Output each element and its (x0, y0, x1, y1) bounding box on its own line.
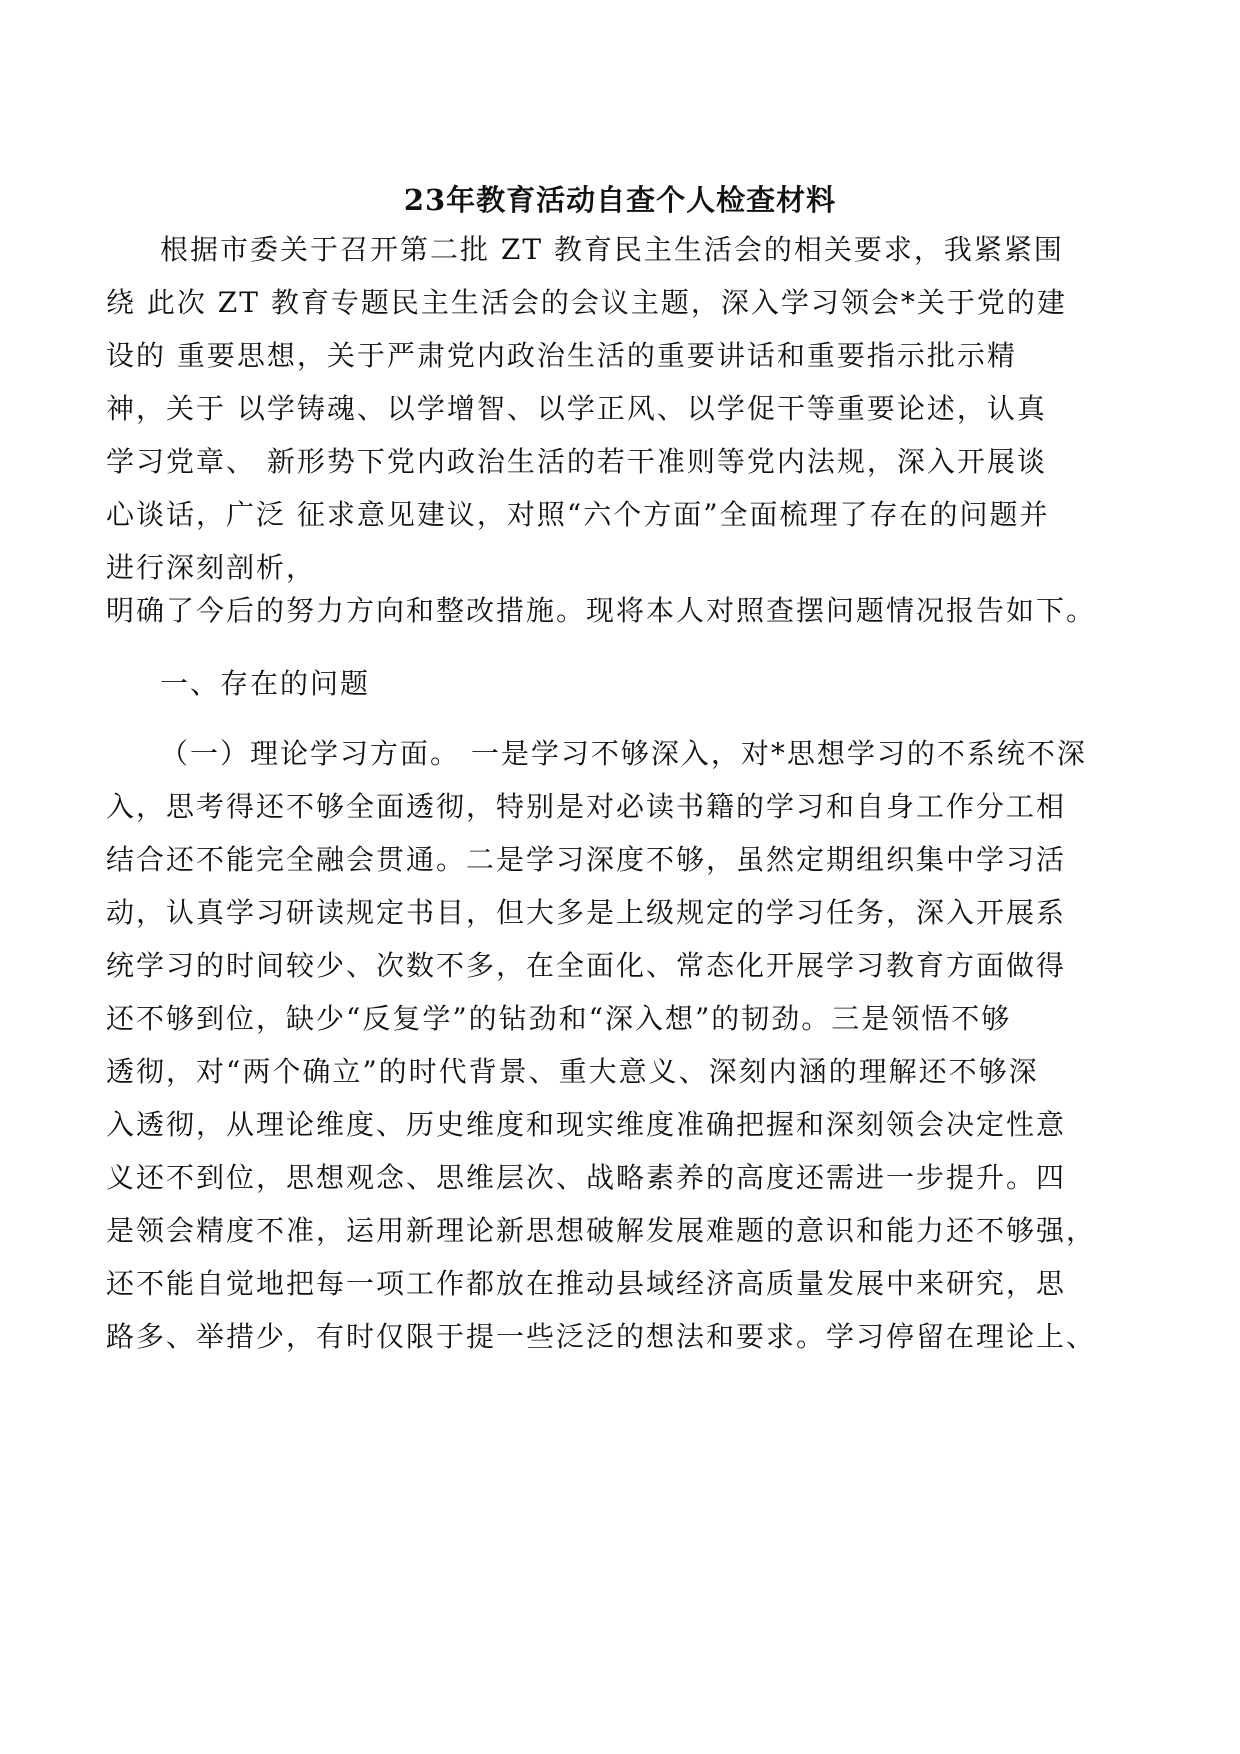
intro-line: 明确了今后的努力方向和整改措施。现将本人对照查摆问题情况报告如下。 (106, 594, 1097, 627)
body-line: 结合还不能完全融会贯通。二是学习深度不够，虽然定期组织集中学习活 (106, 843, 1067, 876)
body-line: 入透彻，从理论维度、历史维度和现实维度准确把握和深刻领会决定性意 (106, 1108, 1067, 1141)
body-line: 义还不到位，思想观念、思维层次、战略素养的高度还需进一步提升。四 (106, 1161, 1067, 1194)
intro-line: 进行深刻剖析， (106, 551, 317, 584)
body-line: 动，认真学习研读规定书目，但大多是上级规定的学习任务，深入开展系 (106, 896, 1067, 929)
intro-line: 心谈话，广泛 征求意见建议，对照“六个方面”全面梳理了存在的问题并 (106, 498, 1050, 531)
body-line: 统学习的时间较少、次数不多，在全面化、常态化开展学习教育方面做得 (106, 949, 1067, 982)
body-line: （一）理论学习方面。 一是学习不够深入，对*思想学习的不系统不深 (160, 737, 1087, 770)
document-title: 23年教育活动自查个人检查材料 (403, 183, 837, 217)
intro-line: 设的 重要思想，关于严肃党内政治生活的重要讲话和重要指示批示精 (106, 339, 1017, 372)
intro-line: 学习党章、 新形势下党内政治生活的若干准则等党内法规，深入开展谈 (106, 445, 1047, 478)
body-line: 是领会精度不准，运用新理论新思想破解发展难题的意识和能力还不够强， (106, 1214, 1097, 1247)
body-line: 还不能自觉地把每一项工作都放在推动县域经济高质量发展中来研究，思 (106, 1267, 1067, 1300)
intro-line: 根据市委关于召开第二批 ZT 教育民主生活会的相关要求，我紧紧围 (160, 233, 1064, 266)
body-line: 入，思考得还不够全面透彻，特别是对必读书籍的学习和自身工作分工相 (106, 790, 1067, 823)
body-line: 路多、举措少，有时仅限于提一些泛泛的想法和要求。学习停留在理论上、 (106, 1320, 1097, 1353)
body-line: 还不够到位，缺少“反复学”的钻劲和“深入想”的韧劲。三是领悟不够 (106, 1002, 1012, 1035)
intro-line: 绕 此次 ZT 教育专题民主生活会的会议主题，深入学习领会*关于党的建 (106, 286, 1067, 319)
section-heading: 一、存在的问题 (160, 667, 371, 700)
body-line: 透彻，对“两个确立”的时代背景、重大意义、深刻内涵的理解还不够深 (106, 1055, 1039, 1088)
intro-line: 神，关于 以学铸魂、以学增智、以学正风、以学促干等重要论述，认真 (106, 392, 1047, 425)
